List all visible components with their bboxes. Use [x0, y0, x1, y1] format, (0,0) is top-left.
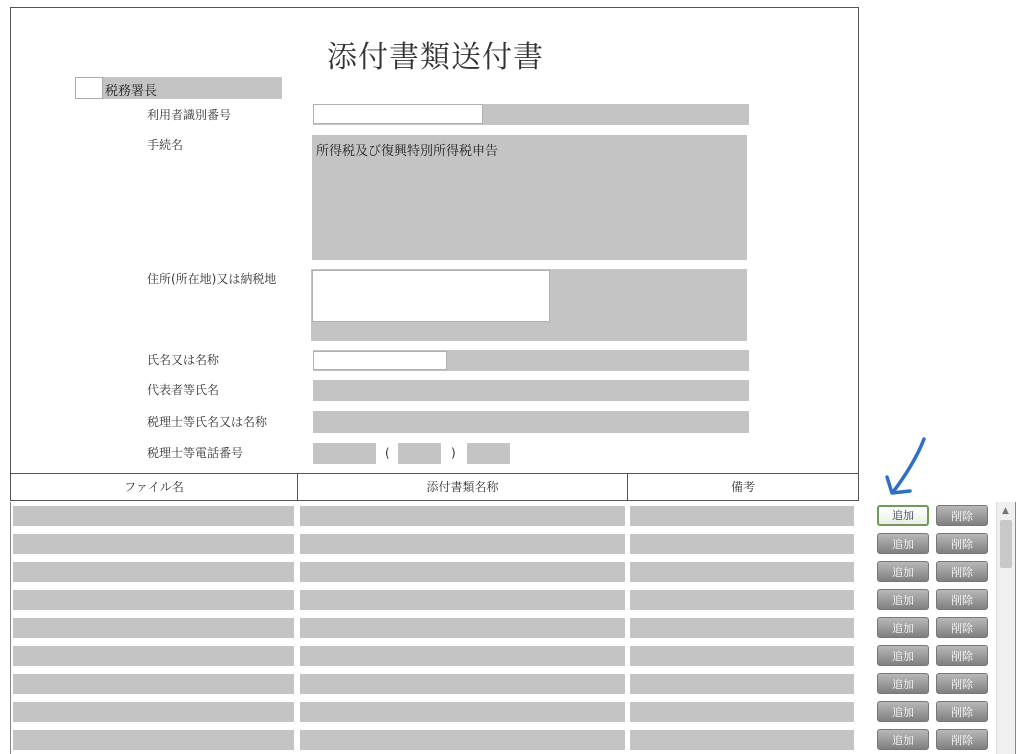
table-scrollbar[interactable] [996, 502, 1015, 754]
document-name-cell[interactable] [300, 618, 625, 638]
add-button[interactable]: 追加 [877, 645, 929, 666]
label-tax-accountant: 税理士等氏名又は名称 [147, 415, 268, 429]
remarks-cell[interactable] [630, 646, 854, 666]
document-name-cell[interactable] [300, 506, 625, 526]
add-button[interactable]: 追加 [877, 533, 929, 554]
scroll-up-arrow-icon[interactable]: ▲ [1002, 506, 1009, 516]
phone-number-field[interactable] [467, 443, 510, 464]
add-button[interactable]: 追加 [877, 589, 929, 610]
delete-button[interactable]: 削除 [936, 589, 988, 610]
label-representative: 代表者等氏名 [147, 383, 220, 397]
page-title: 添付書類送付書 [327, 40, 544, 75]
address-field [311, 269, 747, 341]
delete-button[interactable]: 削除 [936, 533, 988, 554]
table-row [11, 670, 1017, 698]
table-row [11, 502, 1017, 530]
tax-office-suffix: 税務署長 [105, 84, 158, 99]
remarks-cell[interactable] [630, 590, 854, 610]
remarks-cell[interactable] [630, 674, 854, 694]
attachment-table [10, 502, 1016, 754]
delete-button[interactable]: 削除 [936, 673, 988, 694]
phone-open-paren: ( [385, 446, 390, 460]
procedure-value: 所得税及び復興特別所得税申告 [316, 144, 499, 159]
tax-accountant-field[interactable] [313, 411, 749, 433]
document-name-cell[interactable] [300, 534, 625, 554]
hand-drawn-arrow-icon [880, 433, 932, 503]
delete-button[interactable]: 削除 [936, 561, 988, 582]
column-header-document-name: 添付書類名称 [297, 473, 627, 501]
tax-office-input[interactable] [75, 77, 103, 99]
user-id-field [313, 104, 749, 125]
phone-close-paren: ) [451, 446, 456, 460]
user-id-input[interactable] [313, 104, 483, 124]
file-name-cell[interactable] [13, 618, 294, 638]
phone-exchange-field[interactable] [398, 443, 441, 464]
delete-button[interactable]: 削除 [936, 645, 988, 666]
delete-button[interactable]: 削除 [936, 701, 988, 722]
remarks-cell[interactable] [630, 702, 854, 722]
table-row [11, 558, 1017, 586]
document-name-cell[interactable] [300, 730, 625, 750]
document-name-cell[interactable] [300, 562, 625, 582]
label-user-id: 利用者識別番号 [147, 108, 232, 122]
file-name-cell[interactable] [13, 590, 294, 610]
file-name-cell[interactable] [13, 534, 294, 554]
file-name-cell[interactable] [13, 730, 294, 750]
delete-button[interactable]: 削除 [936, 729, 988, 750]
column-header-file-name: ファイル名 [10, 473, 297, 501]
document-name-cell[interactable] [300, 590, 625, 610]
procedure-field [312, 135, 747, 260]
table-row [11, 726, 1017, 754]
scroll-thumb[interactable] [1000, 520, 1012, 568]
delete-button[interactable]: 削除 [936, 617, 988, 638]
table-row [11, 698, 1017, 726]
name-field [313, 350, 749, 371]
label-tax-accountant-phone: 税理士等電話番号 [147, 446, 244, 460]
phone-area-code-field[interactable] [313, 443, 376, 464]
file-name-cell[interactable] [13, 674, 294, 694]
document-name-cell[interactable] [300, 674, 625, 694]
file-name-cell[interactable] [13, 646, 294, 666]
file-name-cell[interactable] [13, 506, 294, 526]
table-row [11, 614, 1017, 642]
attachment-form [10, 7, 859, 473]
add-button[interactable]: 追加 [877, 617, 929, 638]
file-name-cell[interactable] [13, 562, 294, 582]
tax-office-field [75, 77, 282, 99]
document-name-cell[interactable] [300, 702, 625, 722]
table-row [11, 642, 1017, 670]
add-button[interactable]: 追加 [877, 505, 929, 526]
remarks-cell[interactable] [630, 562, 854, 582]
remarks-cell[interactable] [630, 618, 854, 638]
remarks-cell[interactable] [630, 534, 854, 554]
name-input[interactable] [313, 351, 447, 370]
delete-button[interactable]: 削除 [936, 505, 988, 526]
representative-field[interactable] [313, 380, 749, 401]
add-button[interactable]: 追加 [877, 729, 929, 750]
label-name: 氏名又は名称 [147, 353, 220, 367]
add-button[interactable]: 追加 [877, 561, 929, 582]
add-button[interactable]: 追加 [877, 701, 929, 722]
remarks-cell[interactable] [630, 506, 854, 526]
column-header-remarks: 備考 [627, 473, 859, 501]
table-row [11, 586, 1017, 614]
address-input[interactable] [312, 270, 550, 322]
table-row [11, 530, 1017, 558]
add-button[interactable]: 追加 [877, 673, 929, 694]
label-address: 住所(所在地)又は納税地 [147, 272, 277, 286]
label-procedure: 手続名 [147, 138, 184, 152]
remarks-cell[interactable] [630, 730, 854, 750]
document-name-cell[interactable] [300, 646, 625, 666]
file-name-cell[interactable] [13, 702, 294, 722]
